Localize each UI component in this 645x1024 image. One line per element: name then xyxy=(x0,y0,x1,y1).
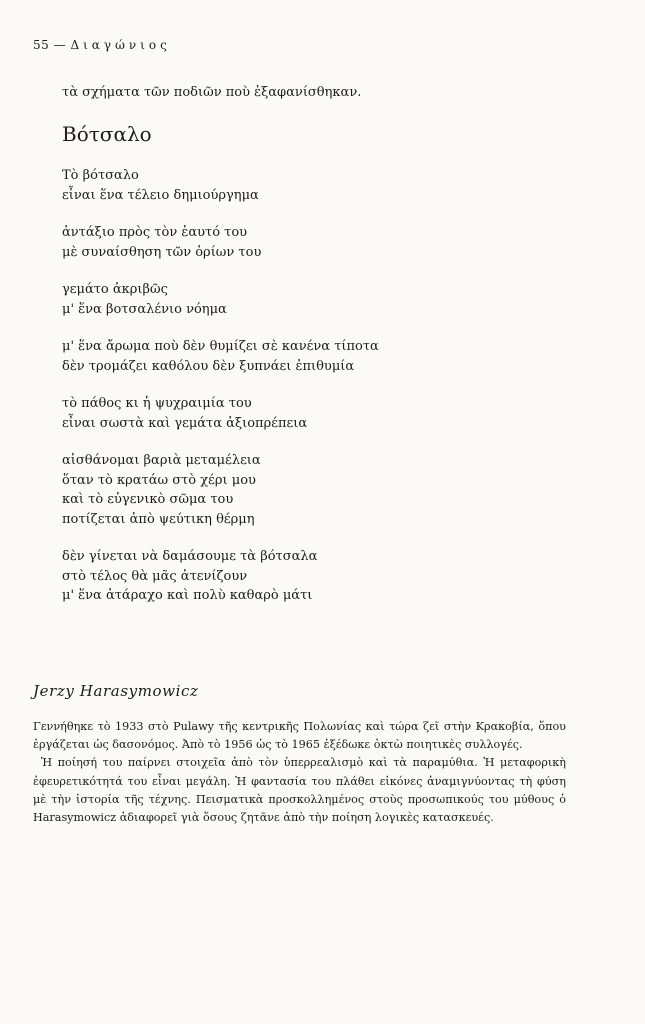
bio-paragraph: Γεννήθηκε τὸ 1933 στὸ Pulawy τῆς κεντρικῆς Πολωνίας καὶ τώρα ζεῖ στὴν Κρακοβία, ὅπου ἐργάζεται ὡς δασονόμος. Ἀπὸ τὸ 1956 ὡς τὸ 1965 ἐξέδωκε ὀκτὼ ποιητικὲς συλλογές. xyxy=(33,720,566,752)
poem-line: στὸ τέλος θὰ μᾶς ἀτενίζουν xyxy=(62,568,248,584)
poem-line: μ' ἕνα ἀτάραχο καὶ πολὺ καθαρὸ μάτι xyxy=(62,588,313,603)
poem-line: εἶναι σωστὰ καὶ γεμάτα ἀξιοπρέπεια xyxy=(62,415,308,431)
poem-line: ὅταν τὸ κρατάω στὸ χέρι μου xyxy=(62,472,256,488)
poem-line: δὲν γίνεται νὰ δαμάσουμε τὰ βότσαλα xyxy=(62,549,318,564)
poem-line: γεμάτο ἀκριβῶς xyxy=(62,282,168,297)
poem-line: ἀντάξιο πρὸς τὸν ἑαυτό του xyxy=(62,225,248,240)
page-number: 55 xyxy=(33,38,50,52)
previous-poem-last-line: τὰ σχήματα τῶν ποδιῶν ποὺ ἐξαφανίσθηκαν. xyxy=(62,85,362,100)
poem-line: δὲν τρομάζει καθόλου δὲν ξυπνάει ἐπιθυμία xyxy=(62,358,355,374)
poem-title: Βότσαλο xyxy=(62,122,152,146)
poem-line: εἶναι ἕνα τέλειο δημιούργημα xyxy=(62,187,259,203)
stanza xyxy=(62,223,582,262)
poem-line: μ' ἕνα βοτσαλένιο νόημα xyxy=(62,301,227,317)
stanza xyxy=(62,280,582,319)
stanza xyxy=(62,337,582,376)
author-name: Jerzy Harasymowicz xyxy=(33,682,199,700)
poem-line: μὲ συναίσθηση τῶν ὁρίων του xyxy=(62,244,262,260)
poem-line: τὸ πάθος κι ἡ ψυχραιμία του xyxy=(62,396,252,411)
poem-line: μ' ἕνα ἄρωμα ποὺ δὲν θυμίζει σὲ κανένα τίποτα xyxy=(62,339,379,354)
poem-line: ποτίζεται ἀπὸ ψεύτικη θέρμη xyxy=(62,511,255,527)
poem-line: Τὸ βότσαλο xyxy=(62,168,139,183)
stanza xyxy=(62,451,582,529)
poem-line: καὶ τὸ εὐγενικὸ σῶμα του xyxy=(62,492,234,507)
bio-paragraph: Ἡ ποίησή του παίρνει στοιχεῖα ἀπὸ τὸν ὑπερρεαλισμὸ καὶ τὰ παραμύθια. Ἡ μεταφορικὴ ἐφευρετικότητά του εἶναι μεγάλη. Ἡ φαντασία του πλάθει εἰκόνες ἀναμιγνύοντας τὴ φύση μὲ τὴν ἱστορία τῆς τέχνης. Πεισματικὰ προσκολλημένος στοὺς προσωπικούς του μύθους ὁ Harasymowicz ἀδιαφορεῖ γιὰ ὅσους ζητᾶνε ἀπὸ τὴν ποίηση λογικὲς κατασκευές. xyxy=(33,756,566,825)
header-dash: — xyxy=(53,38,67,52)
author-bio xyxy=(33,718,566,827)
stanza xyxy=(62,394,582,433)
running-header xyxy=(33,38,171,52)
poem-line: αἰσθάνομαι βαριὰ μεταμέλεια xyxy=(62,453,261,468)
poem-body xyxy=(62,166,582,606)
stanza xyxy=(62,166,582,205)
journal-title: Διαγώνιος xyxy=(70,38,171,52)
stanza xyxy=(62,547,582,606)
